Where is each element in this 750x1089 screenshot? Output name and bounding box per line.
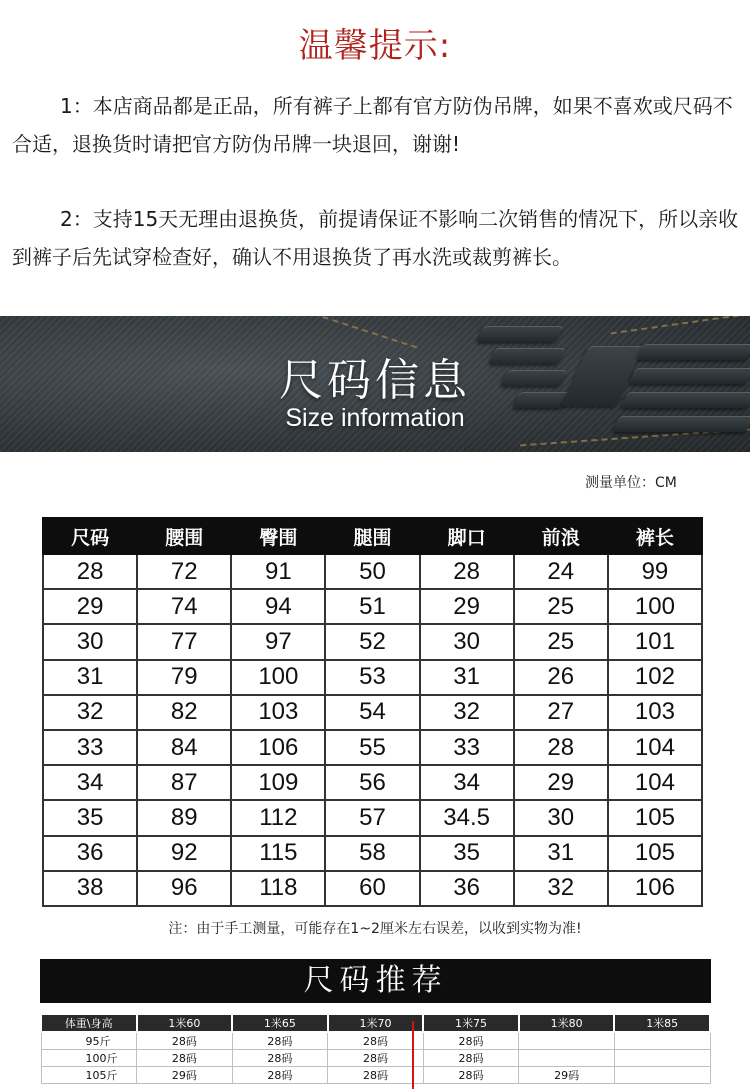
size-table-cell: 57 bbox=[325, 800, 419, 835]
size-table-cell: 33 bbox=[43, 730, 137, 765]
notice-paragraph-1 bbox=[12, 87, 742, 163]
size-table-cell: 96 bbox=[137, 871, 231, 906]
recommend-cell bbox=[614, 1032, 710, 1050]
notice-paragraph-2 bbox=[12, 200, 742, 276]
size-table-row bbox=[43, 589, 702, 624]
highlight-marker-line bbox=[412, 1021, 414, 1089]
size-table-cell: 26 bbox=[514, 660, 608, 695]
recommend-cell: 29码 bbox=[519, 1067, 615, 1084]
recommend-row bbox=[41, 1032, 710, 1050]
size-table-header-cell: 脚口 bbox=[420, 518, 514, 554]
size-table-cell: 105 bbox=[608, 800, 702, 835]
emblem-wing-bar bbox=[476, 326, 563, 342]
size-table-row bbox=[43, 800, 702, 835]
size-table-cell: 53 bbox=[325, 660, 419, 695]
size-table-cell: 106 bbox=[231, 730, 325, 765]
recommend-cell: 28码 bbox=[423, 1067, 519, 1084]
size-table-header-row bbox=[43, 518, 702, 554]
size-table-cell: 84 bbox=[137, 730, 231, 765]
size-table-cell: 28 bbox=[420, 554, 514, 589]
size-table-cell: 36 bbox=[43, 836, 137, 871]
size-table-cell: 31 bbox=[43, 660, 137, 695]
recommend-cell: 28码 bbox=[328, 1067, 424, 1084]
recommend-table-body bbox=[41, 1032, 710, 1084]
size-table-cell: 52 bbox=[325, 624, 419, 659]
recommend-cell bbox=[519, 1032, 615, 1050]
size-table-cell: 30 bbox=[420, 624, 514, 659]
recommend-header-cell: 1米60 bbox=[137, 1014, 233, 1032]
size-table-cell: 36 bbox=[420, 871, 514, 906]
size-table-header-cell: 裤长 bbox=[608, 518, 702, 554]
measurement-footnote: 注：由于手工测量，可能存在1~2厘米左右误差，以收到实物为准! bbox=[168, 921, 582, 937]
size-table-cell: 102 bbox=[608, 660, 702, 695]
size-table-cell: 31 bbox=[420, 660, 514, 695]
recommend-cell: 28码 bbox=[137, 1032, 233, 1050]
size-table-cell: 50 bbox=[325, 554, 419, 589]
recommend-cell bbox=[614, 1050, 710, 1067]
size-table-cell: 29 bbox=[514, 765, 608, 800]
size-table-cell: 30 bbox=[514, 800, 608, 835]
size-table-cell: 51 bbox=[325, 589, 419, 624]
size-table-header-cell: 腰围 bbox=[137, 518, 231, 554]
recommend-cell bbox=[519, 1050, 615, 1067]
size-table-cell: 55 bbox=[325, 730, 419, 765]
banner-subtitle: Size information bbox=[285, 404, 465, 432]
size-table-cell: 104 bbox=[608, 730, 702, 765]
size-table-cell: 91 bbox=[231, 554, 325, 589]
size-table-cell: 32 bbox=[420, 695, 514, 730]
notice-text-2: 2：支持15天无理由退换货，前提请保证不影响二次销售的情况下，所以亲收到裤子后先试穿检查好，确认不用退换货了再水洗或裁剪裤长。 bbox=[12, 207, 739, 269]
size-table-cell: 58 bbox=[325, 836, 419, 871]
size-table-cell: 56 bbox=[325, 765, 419, 800]
size-table-cell: 29 bbox=[43, 589, 137, 624]
size-table-cell: 79 bbox=[137, 660, 231, 695]
size-table-cell: 27 bbox=[514, 695, 608, 730]
size-table-cell: 82 bbox=[137, 695, 231, 730]
recommend-cell: 28码 bbox=[423, 1050, 519, 1067]
size-table-cell: 35 bbox=[420, 836, 514, 871]
recommend-cell: 29码 bbox=[137, 1067, 233, 1084]
recommend-header-cell: 1米75 bbox=[423, 1014, 519, 1032]
size-table-row bbox=[43, 871, 702, 906]
recommend-cell: 28码 bbox=[137, 1050, 233, 1067]
size-table-cell: 35 bbox=[43, 800, 137, 835]
size-table-cell: 105 bbox=[608, 836, 702, 871]
size-table-row bbox=[43, 624, 702, 659]
recommend-header-cell: 1米85 bbox=[614, 1014, 710, 1032]
size-table-cell: 54 bbox=[325, 695, 419, 730]
size-table-cell: 94 bbox=[231, 589, 325, 624]
size-table-row bbox=[43, 730, 702, 765]
size-table-header-cell: 腿围 bbox=[325, 518, 419, 554]
size-table-header-cell: 臀围 bbox=[231, 518, 325, 554]
size-table-cell: 72 bbox=[137, 554, 231, 589]
size-table-cell: 92 bbox=[137, 836, 231, 871]
banner-title: 尺码信息 bbox=[279, 355, 471, 406]
size-table-cell: 33 bbox=[420, 730, 514, 765]
size-table-cell: 29 bbox=[420, 589, 514, 624]
size-recommend-section bbox=[40, 1013, 711, 1084]
recommend-header-cell: 1米80 bbox=[519, 1014, 615, 1032]
size-table-cell: 34 bbox=[420, 765, 514, 800]
recommend-cell: 28码 bbox=[328, 1050, 424, 1067]
recommend-cell: 28码 bbox=[232, 1050, 328, 1067]
size-table bbox=[42, 517, 703, 907]
size-table-body bbox=[43, 554, 702, 906]
size-table-cell: 109 bbox=[231, 765, 325, 800]
recommend-header-cell: 1米65 bbox=[232, 1014, 328, 1032]
recommend-cell: 100斤 bbox=[41, 1050, 137, 1067]
recommend-cell: 28码 bbox=[232, 1067, 328, 1084]
recommend-cell: 105斤 bbox=[41, 1067, 137, 1084]
size-recommend-banner: 尺码推荐 bbox=[40, 959, 711, 1003]
recommend-row bbox=[41, 1067, 710, 1084]
size-table-cell: 103 bbox=[608, 695, 702, 730]
size-table-cell: 32 bbox=[43, 695, 137, 730]
recommend-cell: 28码 bbox=[232, 1032, 328, 1050]
size-table-header-cell: 尺码 bbox=[43, 518, 137, 554]
size-table-cell: 31 bbox=[514, 836, 608, 871]
size-table-cell: 101 bbox=[608, 624, 702, 659]
size-table-cell: 118 bbox=[231, 871, 325, 906]
size-table-cell: 89 bbox=[137, 800, 231, 835]
size-table-cell: 103 bbox=[231, 695, 325, 730]
size-table-row bbox=[43, 660, 702, 695]
size-table-cell: 28 bbox=[514, 730, 608, 765]
size-table-row bbox=[43, 554, 702, 589]
notice-text-1: 1：本店商品都是正品，所有裤子上都有官方防伪吊牌，如果不喜欢或尺码不合适，退换货时请把官方防伪吊牌一块退回，谢谢! bbox=[12, 94, 733, 156]
size-table-cell: 106 bbox=[608, 871, 702, 906]
size-table-cell: 38 bbox=[43, 871, 137, 906]
size-table-cell: 32 bbox=[514, 871, 608, 906]
recommend-header-row bbox=[41, 1014, 710, 1032]
recommend-row bbox=[41, 1050, 710, 1067]
size-recommend-table bbox=[40, 1013, 711, 1084]
size-table-cell: 74 bbox=[137, 589, 231, 624]
size-table-row bbox=[43, 836, 702, 871]
size-table-cell: 25 bbox=[514, 589, 608, 624]
size-table-cell: 60 bbox=[325, 871, 419, 906]
size-table-header-cell: 前浪 bbox=[514, 518, 608, 554]
size-table-cell: 100 bbox=[231, 660, 325, 695]
size-table-cell: 34.5 bbox=[420, 800, 514, 835]
size-table-row bbox=[43, 765, 702, 800]
size-table-cell: 87 bbox=[137, 765, 231, 800]
size-table-row bbox=[43, 695, 702, 730]
size-table-cell: 100 bbox=[608, 589, 702, 624]
recommend-header-cell: 1米70 bbox=[328, 1014, 424, 1032]
recommend-header-cell: 体重\身高 bbox=[41, 1014, 137, 1032]
recommend-cell: 28码 bbox=[328, 1032, 424, 1050]
size-table-cell: 34 bbox=[43, 765, 137, 800]
recommend-cell bbox=[614, 1067, 710, 1084]
size-table-cell: 28 bbox=[43, 554, 137, 589]
size-table-cell: 24 bbox=[514, 554, 608, 589]
size-table-cell: 115 bbox=[231, 836, 325, 871]
size-table-cell: 104 bbox=[608, 765, 702, 800]
recommend-cell: 95斤 bbox=[41, 1032, 137, 1050]
size-table-cell: 112 bbox=[231, 800, 325, 835]
stitch-line bbox=[611, 316, 750, 334]
size-table-cell: 99 bbox=[608, 554, 702, 589]
size-info-banner bbox=[0, 316, 750, 452]
measurement-unit: 测量单位：CM bbox=[585, 475, 677, 491]
size-table-cell: 25 bbox=[514, 624, 608, 659]
recommend-cell: 28码 bbox=[423, 1032, 519, 1050]
notice-title: 温馨提示: bbox=[298, 26, 452, 66]
size-table-cell: 77 bbox=[137, 624, 231, 659]
size-table-cell: 97 bbox=[231, 624, 325, 659]
size-table-cell: 30 bbox=[43, 624, 137, 659]
